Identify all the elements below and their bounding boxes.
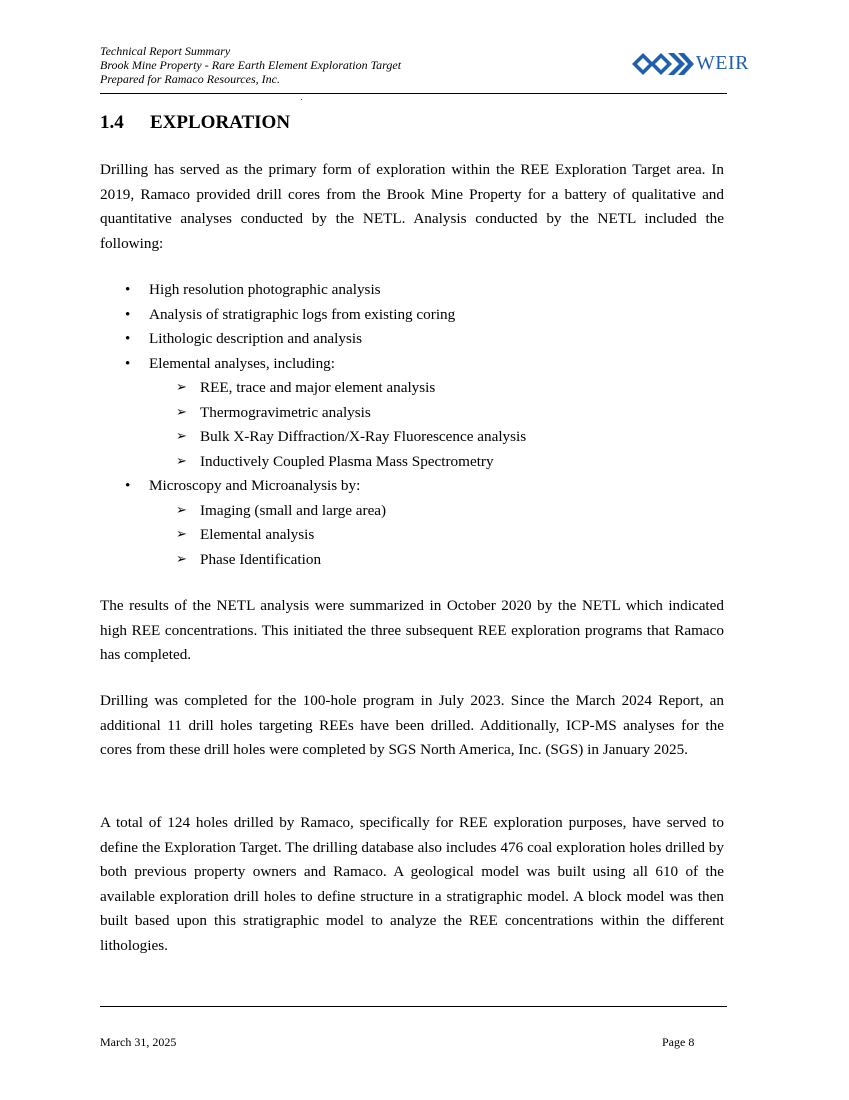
- arrow-bullet-icon: ➢: [176, 404, 187, 420]
- analysis-list: [100, 278, 724, 572]
- list-item-text: Lithologic description and analysis: [149, 330, 363, 347]
- sub-list-item-text: Thermogravimetric analysis: [200, 403, 371, 421]
- sub-list-item: [100, 401, 724, 426]
- bullet-icon: •: [125, 477, 131, 494]
- page-number: Page 8: [662, 1035, 695, 1049]
- sub-list-item: [100, 523, 724, 548]
- header-line-2: Brook Mine Property - Rare Earth Element Exploration Target: [100, 58, 402, 72]
- sub-list-item: [100, 425, 724, 450]
- sub-list-item-text: REE, trace and major element analysis: [200, 379, 436, 396]
- bullet-icon: •: [125, 281, 131, 298]
- section-title: EXPLORATION: [150, 112, 291, 133]
- drilling-paragraph: Drilling was completed for the 100-hole program in July 2023. Since the March 2024 Report, an additional 11 drill holes targeting REEs have been drilled. Additionally, ICP-MS analyses for the cores from these drill holes were completed by SGS North America, Inc. (SGS) in January 2025.: [100, 692, 724, 758]
- sub-list-item: [100, 376, 724, 401]
- footer-divider: [100, 1006, 727, 1007]
- sub-list-item-text: Bulk X-Ray Diffraction/X-Ray Fluorescence analysis: [200, 428, 527, 445]
- sub-list-item-text: Inductively Coupled Plasma Mass Spectrometry: [200, 452, 494, 470]
- list-item: [100, 278, 724, 303]
- results-paragraph: The results of the NETL analysis were summarized in October 2020 by the NETL which indicated high REE concentrations. This initiated the three subsequent REE exploration programs that Ramaco has completed.: [100, 597, 724, 663]
- total-holes-paragraph: A total of 124 holes drilled by Ramaco, specifically for REE exploration purposes, have served to define the Exploration Target. The drilling database also includes 476 coal exploration holes drilled by both previous property owners and Ramaco. A geological model was built using all 610 of the available exploration drill holes to define structure in a stratigraphic model. A block model was then built based upon this stratigraphic model to analyze the REE concentrations within the different lithologies.: [100, 814, 724, 954]
- sub-list-item: [100, 548, 724, 573]
- arrow-bullet-icon: ➢: [176, 502, 187, 518]
- page-header: [100, 44, 749, 94]
- header-line-3: Prepared for Ramaco Resources, Inc.: [100, 72, 280, 86]
- list-item: [100, 352, 724, 377]
- section-number: 1.4: [100, 112, 124, 133]
- list-item-text: Analysis of stratigraphic logs from existing coring: [149, 305, 456, 323]
- arrow-bullet-icon: ➢: [176, 551, 187, 567]
- arrow-bullet-icon: ➢: [176, 453, 187, 469]
- list-item: [100, 474, 724, 499]
- section-heading: [100, 112, 290, 134]
- bullet-icon: •: [125, 305, 131, 323]
- list-item: [100, 327, 724, 352]
- arrow-bullet-icon: ➢: [176, 527, 187, 542]
- list-item-text: Elemental analyses, including:: [149, 354, 335, 372]
- footer-date: March 31, 2025: [100, 1035, 177, 1049]
- sub-list-item-text: Phase Identification: [200, 550, 322, 568]
- arrow-bullet-icon: ➢: [176, 429, 187, 444]
- sub-list-item-text: Elemental analysis: [200, 526, 315, 543]
- header-line-1: Technical Report Summary: [100, 44, 231, 58]
- weir-chevrons-icon: [632, 53, 694, 75]
- list-item: [100, 303, 724, 328]
- list-item-text: Microscopy and Microanalysis by:: [149, 477, 361, 494]
- sub-list-item-text: Imaging (small and large area): [200, 501, 387, 519]
- sub-list-item: [100, 499, 724, 524]
- logo-wordmark: WEIR: [695, 52, 749, 74]
- sub-list-item: [100, 450, 724, 475]
- stray-dot: [301, 99, 302, 100]
- bullet-icon: •: [125, 330, 131, 347]
- intro-paragraph: Drilling has served as the primary form of exploration within the REE Exploration Target area. In 2019, Ramaco provided drill cores from the Brook Mine Property for a battery of qualitative and quantitative analyses conducted by the NETL. Analysis conducted by the NETL included the following:: [100, 161, 724, 252]
- header-divider: [100, 93, 727, 94]
- bullet-icon: •: [125, 354, 131, 372]
- arrow-bullet-icon: ➢: [176, 380, 187, 395]
- list-item-text: High resolution photographic analysis: [149, 281, 381, 298]
- weir-logo: [632, 52, 749, 75]
